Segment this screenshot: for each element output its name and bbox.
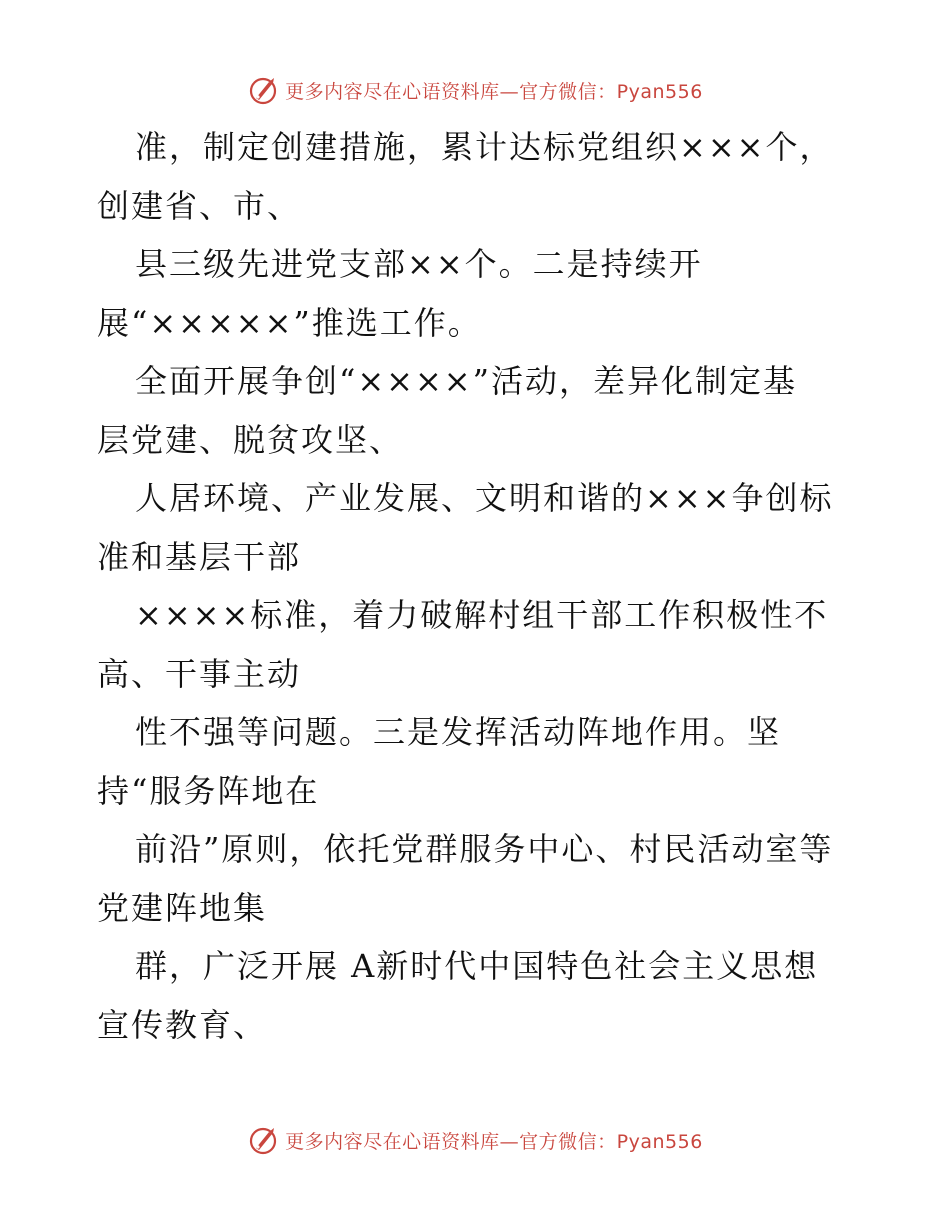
body-line: 性不强等问题。三是发挥活动阵地作用。坚 [135, 713, 782, 751]
quill-pen-logo-icon [247, 1124, 279, 1156]
quill-pen-logo-icon [247, 74, 279, 106]
header-banner-separator: — [499, 80, 520, 103]
body-line: 全面开展争创“××××”活动，差异化制定基 [135, 362, 797, 400]
body-line: 准和基层干部 [97, 537, 302, 576]
body-line: ××××标准，着力破解村组干部工作积极性不 [135, 596, 829, 634]
body-line: 持“服务阵地在 [97, 771, 320, 810]
body-line: 人居环境、产业发展、文明和谐的×××争创标 [135, 479, 834, 517]
footer-banner-separator: — [499, 1130, 520, 1153]
header-banner-main: 更多内容尽在心语资料库 [285, 80, 500, 103]
body-line: 前沿”原则，依托党群服务中心、村民活动室等 [135, 830, 834, 868]
document-body [97, 118, 867, 1054]
body-line: 党建阵地集 [97, 888, 268, 927]
body-line: 准，制定创建措施，累计达标党组织×××个， [135, 128, 834, 166]
body-line: 创建省、市、 [97, 186, 302, 225]
body-line: 展“×××××”推选工作。 [97, 303, 482, 342]
footer-banner-wechat: 官方微信：Pyan556 [519, 1130, 703, 1153]
footer-watermark-banner [0, 1120, 950, 1160]
header-banner-wechat: 官方微信：Pyan556 [519, 80, 703, 103]
body-line: 高、干事主动 [97, 654, 302, 693]
body-line: 层党建、脱贫攻坚、 [97, 420, 404, 459]
footer-banner-text [285, 1127, 703, 1154]
footer-banner-main: 更多内容尽在心语资料库 [285, 1130, 500, 1153]
header-banner-text [285, 77, 703, 104]
body-line: 县三级先进党支部××个。二是持续开 [135, 245, 703, 283]
header-watermark-banner [0, 70, 950, 110]
body-line: 宣传教育、 [97, 1005, 268, 1044]
body-line: 群，广泛开展 A新时代中国特色社会主义思想 [135, 947, 819, 985]
